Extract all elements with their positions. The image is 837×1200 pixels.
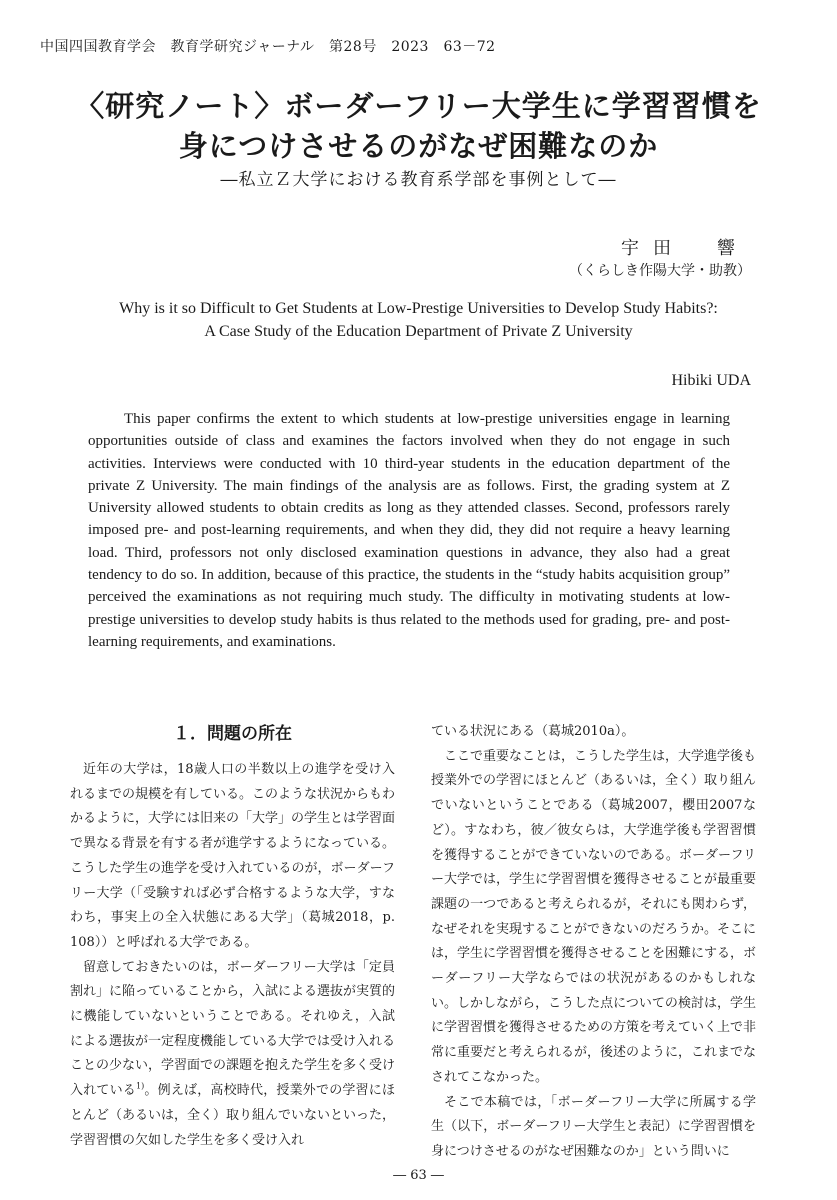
left-column — [70, 720, 395, 1153]
footnote-ref: 1) — [136, 1081, 145, 1091]
section-heading: １．問題の所在 — [173, 724, 292, 744]
paragraph-text: 留意しておきたいのは，ボーダーフリー大学は「定員割れ」に陥っていることから，入試による選抜が実質的に機能していないということである。それゆえ，入試による選抜が一定程度機能している大学では受け入れることの少ない，学習面での課題を抱えた学生を多く受け入れている — [70, 959, 396, 1099]
paragraph — [70, 956, 395, 1154]
author-affiliation: （くらしき作陽大学・助教） — [569, 263, 751, 279]
title-line-2: 身につけさせるのがなぜ困難なのか — [178, 129, 659, 163]
paragraph: ここで重要なことは，こうした学生は，大学進学後も授業外での学習にほとんど（あるいは，全く）取り組んでいないということである（葛城2007，櫻田2007など）。すなわち，彼／彼女らは，大学進学後も学習習慣を獲得することができていないのである。ボーダーフリー大学では，学生に学習習慣を獲得させることが最重要課題の一つであると考えられるが，それにも関わらず，なぜそれを実現することができないのだろうか。そこには，学生に学習習慣を獲得させることを困難にする，ボーダーフリー大学ならではの状況があるのかもしれない。しかしながら，こうした点についての検討は，学生に学習習慣を獲得させるための方策を考えていく上で非常に重要だと考えられるが，後述のように，これまでなされてこなかった。 — [431, 748, 757, 1085]
title-line-1: 〈研究ノート〉ボーダーフリー大学生に学習習慣を — [75, 89, 762, 123]
journal-header: 中国四国教育学会 教育学研究ジャーナル 第28号 2023 63－72 — [40, 39, 496, 55]
abstract: This paper confirms the extent to which students at low-prestige universities engage in learning opportunities outside of class and examines the factors involved when they do not engage in such activities. Interviews were conducted with 10 third-year students in the education department of the private Z University. The main findings of the analysis are as follows. First, the grading system at Z University allowed students to obtain credits as long as they attended classes. Second, professors rarely imposed pre- and post-learning requirements, and when they did, they did not require a heavy learning load. Third, professors not only disclosed examination questions in advance, they also had a great tendency to do so. In addition, because of this practice, the students in the “study habits acquisition group” perceived the examinations as not requiring much study. The difficulty in motivating students at low-prestige universities to develop study habits is thus related to the methods used for grading, pre- and post-learning requirements, and examinations. — [88, 411, 730, 650]
subtitle: ―私立Ｚ大学における教育系学部を事例として― — [220, 170, 617, 190]
author-name-ja: 宇田 響 — [621, 238, 749, 259]
page-number: ― 63 ― — [393, 1168, 444, 1183]
english-title-line-1: Why is it so Difficult to Get Students at Low-Prestige Universities to Develop Study Habits?: — [119, 300, 718, 317]
paragraph: そこで本稿では，「ボーダーフリー大学に所属する学生（以下，ボーダーフリー大学生と表記）に学習習慣を身につけさせるのがなぜ困難なのか」という問いに — [431, 1094, 756, 1159]
right-column — [431, 720, 756, 1165]
paragraph: 近年の大学は，18歳人口の半数以上の進学を受け入れるまでの規模を有している。このような状況からもわかるように，大学には旧来の「大学」の学生とは学習面で異なる背景を有する者が進学するようになっている。こうした学生の進学を受け入れているのが，ボーダーフリー大学（「受験すれば必ず合格するような大学，すなわち，事実上の全入状態にある大学」（葛城2018，p. 108））と呼ばれる大学である。 — [70, 762, 396, 950]
author-name-en: Hibiki UDA — [671, 372, 751, 389]
english-title-line-2: A Case Study of the Education Department of Private Z University — [204, 323, 633, 340]
paragraph-text: 。例えば，高校時代，授業外での学習にほとんど（あるいは，全く）取り組んでいないといった，学習習慣の欠如した学生を多く受け入れ — [70, 1083, 396, 1148]
paragraph-continuation: ている状況にある（葛城2010a）。 — [431, 724, 635, 739]
